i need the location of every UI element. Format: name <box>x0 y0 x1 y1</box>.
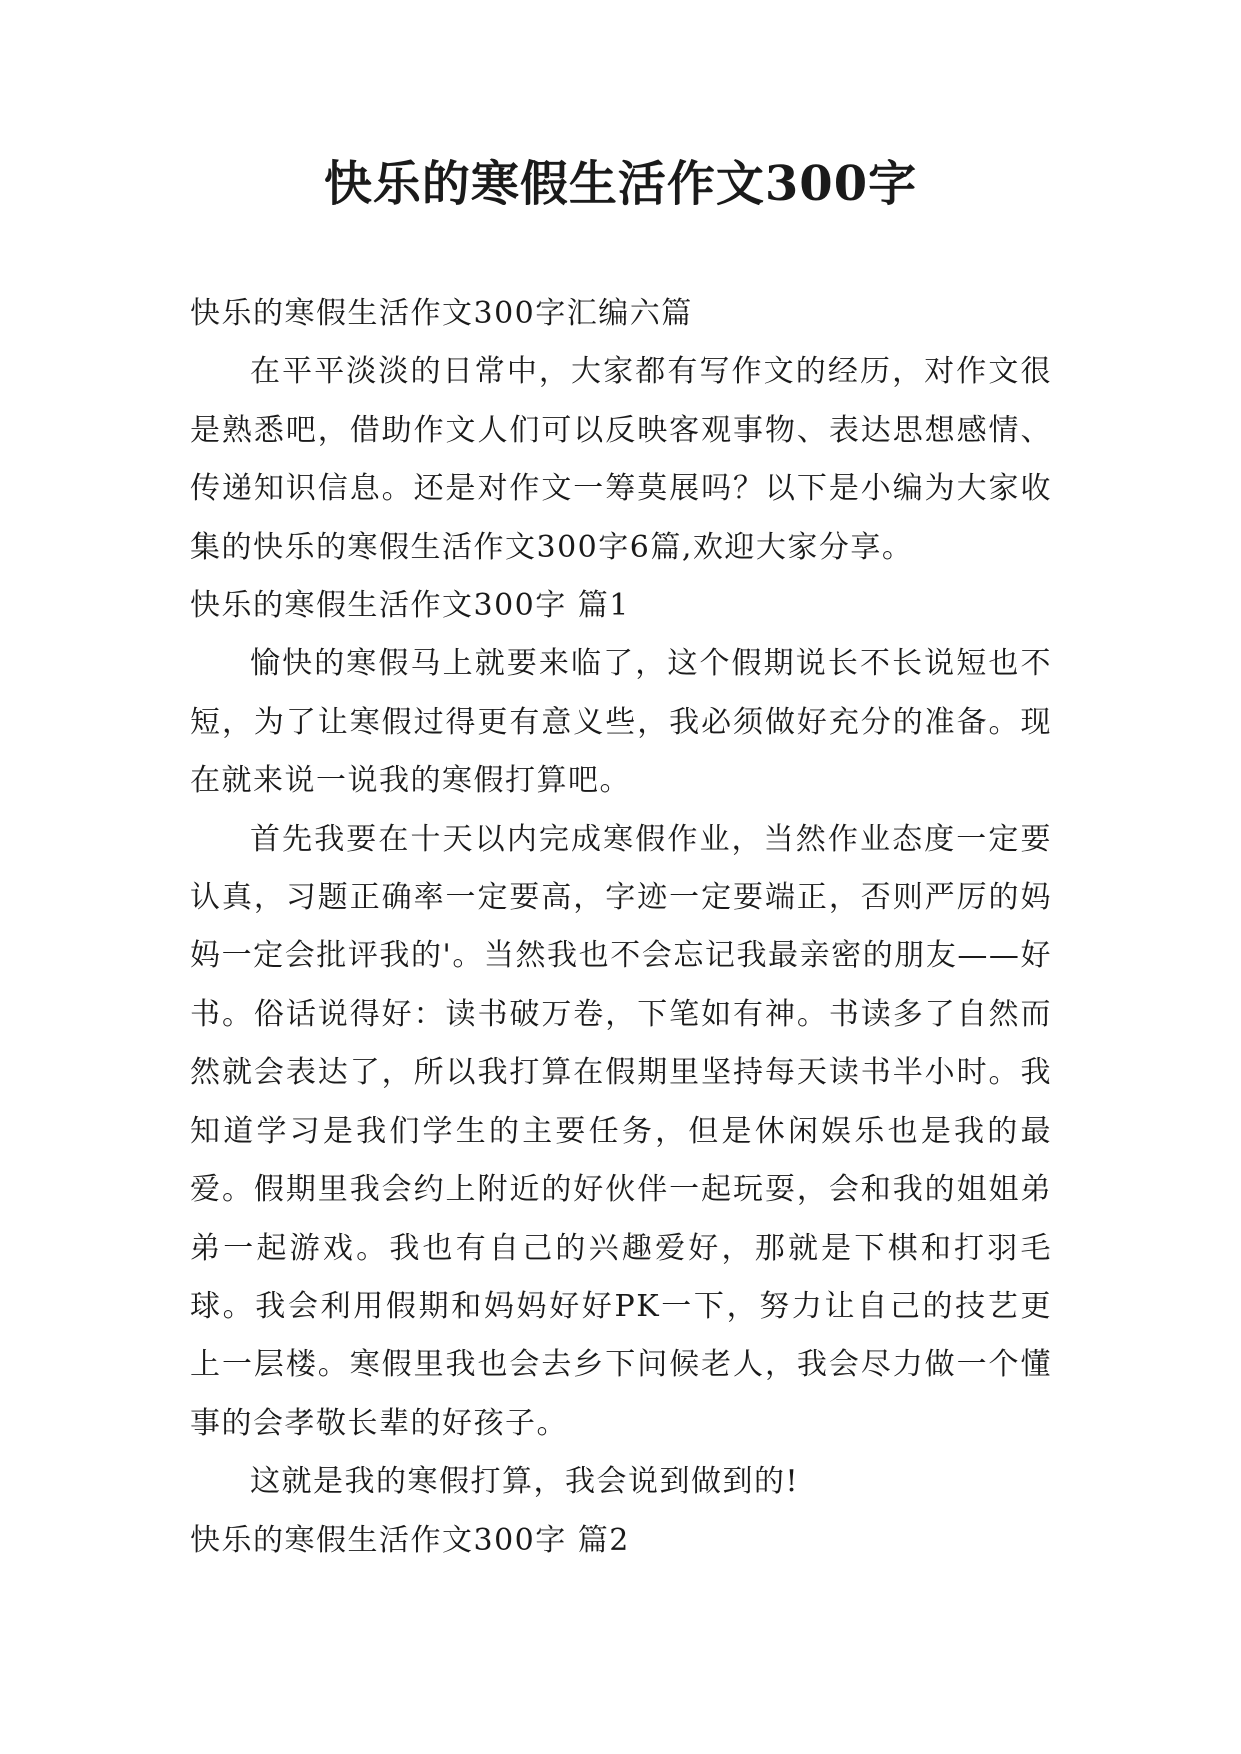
section-1-heading: 快乐的寒假生活作文300字 篇1 <box>190 588 630 624</box>
document-subtitle: 快乐的寒假生活作文300字汇编六篇 <box>190 296 693 331</box>
document-title: 快乐的寒假生活作文300字 <box>323 156 918 212</box>
section-1-paragraph-3: 这就是我的寒假打算，我会说到做到的! <box>250 1464 800 1500</box>
section-2-heading: 快乐的寒假生活作文300字 篇2 <box>190 1522 630 1558</box>
section-1-paragraph-1: 愉快的寒假马上就要来临了，这个假期说长不长说短也不短，为了让寒假过得更有意义些，我必须做好充分的准备。现在就来说一说我的寒假打算吧。 <box>190 646 1052 799</box>
section-1-paragraph-2: 首先我要在十天以内完成寒假作业，当然作业态度一定要认真，习题正确率一定要高，字迹一定要端正，否则严厉的妈妈一定会批评我的'。当然我也不会忘记我最亲密的朋友——好书。俗话说得好：读书破万卷，下笔如有神。书读多了自然而然就会表达了，所以我打算在假期里坚持每天读书半小时。我知道学习是我们学生的主要任务，但是休闲娱乐也是我的最爱。假期里我会约上附近的好伙伴一起玩耍，会和我的姐姐弟弟一起游戏。我也有自己的兴趣爱好，那就是下棋和打羽毛球。我会利用假期和妈妈好好PK一下，努力让自己的技艺更上一层楼。寒假里我也会去乡下问候老人，我会尽力做一个懂事的会孝敬长辈的好孩子。 <box>190 821 1052 1441</box>
intro-paragraph: 在平平淡淡的日常中，大家都有写作文的经历，对作文很是熟悉吧，借助作文人们可以反映客观事物、表达思想感情、传递知识信息。还是对作文一筹莫展吗？以下是小编为大家收集的快乐的寒假生活作文300字6篇,欢迎大家分享。 <box>190 354 1052 565</box>
document-body <box>190 285 1052 1570</box>
